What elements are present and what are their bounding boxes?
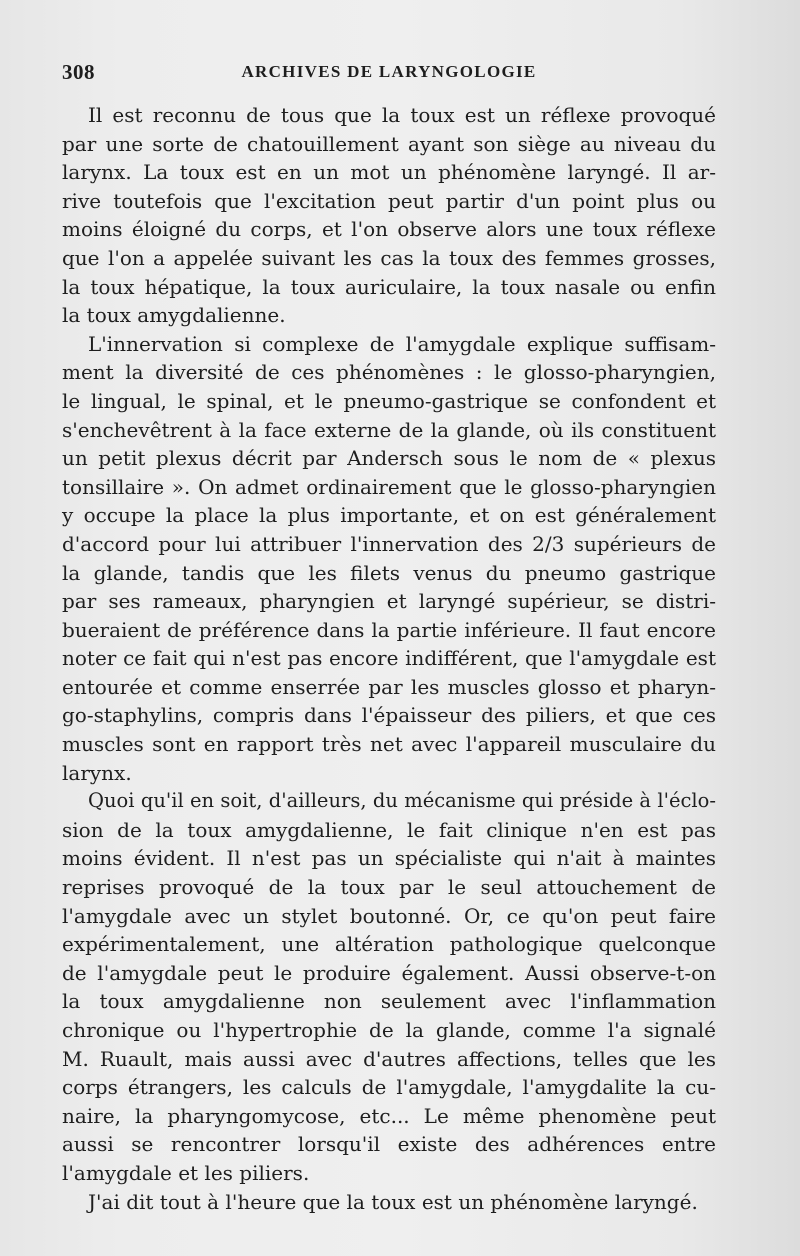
text-line: Il est reconnu de tous que la toux est un réflexe provoqué (88, 103, 716, 127)
running-head (62, 60, 716, 90)
text-line: l'amygdale avec un stylet boutonné. Or, ce qu'on peut faire (62, 903, 716, 928)
text-line: la glande, tandis que les filets venus du pneumo gastrique (62, 560, 716, 585)
text-line: muscles sont en rapport très net avec l'appareil musculaire du (62, 732, 716, 757)
text-line: moins éloigné du corps, et l'on observe alors une toux réflexe (62, 217, 716, 242)
text-line: par ses rameaux, pharyngien et laryngé supérieur, se distri- (62, 589, 716, 614)
text-line: Quoi qu'il en soit, d'ailleurs, du mécanisme qui préside à l'éclo- (88, 789, 716, 813)
text-line: la toux amygdalienne non seulement avec l'inflammation (62, 989, 716, 1014)
text-line: go-staphylins, compris dans l'épaisseur des piliers, et que ces (62, 703, 716, 728)
text-line: d'accord pour lui attribuer l'innervation des 2/3 supérieurs de (62, 531, 716, 556)
paragraph (62, 330, 716, 788)
text-line: la toux hépatique, la toux auriculaire, la toux nasale ou enfin (62, 274, 716, 299)
text-line: larynx. La toux est en un mot un phénomène laryngé. Il ar- (62, 160, 716, 185)
text-line: entourée et comme enserrée par les muscles glosso et pharyn- (62, 674, 716, 699)
text-line: reprises provoqué de la toux par le seul attouchement de (62, 875, 716, 900)
text-line: par une sorte de chatouillement ayant son siège au niveau du (62, 131, 716, 156)
text-line: que l'on a appelée suivant les cas la toux des femmes grosses, (62, 245, 716, 270)
paragraph (62, 1188, 716, 1217)
text-line: M. Ruault, mais aussi avec d'autres affections, telles que les (62, 1046, 716, 1071)
text-line: expérimentalement, une altération pathologique quelconque (62, 932, 716, 957)
text-line: bueraient de préférence dans la partie inférieure. Il faut encore (62, 617, 716, 642)
text-line: de l'amygdale peut le produire également. Aussi observe-t-on (62, 960, 716, 985)
text-line: l'amygdale et les piliers. (62, 1160, 310, 1185)
text-line: un petit plexus décrit par Andersch sous le nom de « plexus (62, 446, 716, 471)
page-number: 308 (62, 60, 95, 84)
text-line: ment la diversité de ces phénomènes : le glosso-pharyngien, (62, 360, 716, 385)
text-line: aussi se rencontrer lorsqu'il existe des adhérences entre (62, 1132, 716, 1157)
body-text (62, 101, 716, 1216)
text-line: noter ce fait qui n'est pas encore indifférent, que l'amygdale est (62, 646, 716, 671)
running-title: ARCHIVES DE LARYNGOLOGIE (241, 62, 537, 81)
text-line: sion de la toux amygdalienne, le fait clinique n'en est pas (62, 817, 716, 842)
text-line: corps étrangers, les calculs de l'amygdale, l'amygdalite la cu- (62, 1075, 716, 1100)
text-line: L'innervation si complexe de l'amygdale explique suffisam- (88, 331, 716, 356)
text-line: y occupe la place la plus importante, et on est généralement (62, 503, 716, 528)
text-line: larynx. (62, 760, 132, 785)
text-line: moins évident. Il n'est pas un spécialiste qui n'ait à maintes (62, 846, 716, 871)
text-line: le lingual, le spinal, et le pneumo-gastrique se confondent et (62, 388, 716, 413)
text-line: rive toutefois que l'excitation peut partir d'un point plus ou (62, 188, 716, 213)
paragraph (62, 787, 716, 1187)
text-line: tonsillaire ». On admet ordinairement que le glosso-pharyngien (62, 474, 716, 499)
text-line: J'ai dit tout à l'heure que la toux est un phénomène laryngé. (88, 1189, 698, 1214)
text-line: la toux amygdalienne. (62, 303, 286, 328)
paragraph (62, 101, 716, 330)
text-line: s'enchevêtrent à la face externe de la glande, où ils constituent (62, 417, 716, 442)
text-line: naire, la pharyngomycose, etc... Le même phenomène peut (62, 1103, 716, 1128)
text-line: chronique ou l'hypertrophie de la glande, comme l'a signalé (62, 1018, 716, 1042)
